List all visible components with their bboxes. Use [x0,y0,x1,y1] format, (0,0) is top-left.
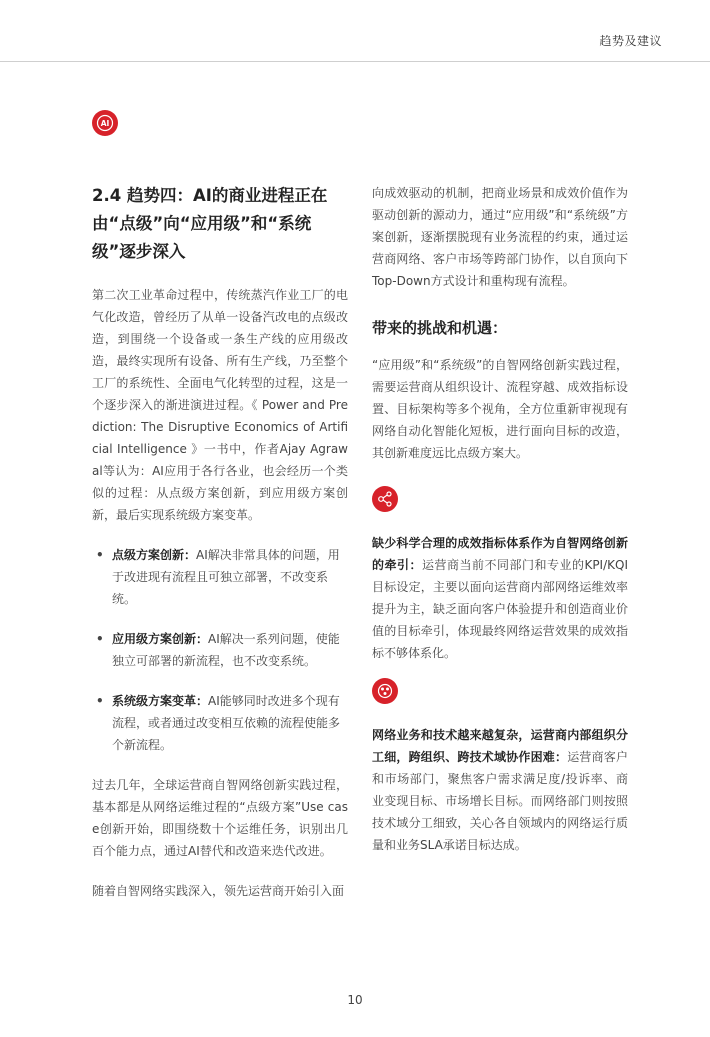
list-item: • 应用级方案创新：AI解决一系列问题，使能独立可部署的新流程，也不改变系统。 [92,628,348,672]
challenges-subtitle: 带来的挑战和机遇： [372,319,508,337]
ai-icon [92,110,118,136]
challenges-paragraph: “应用级”和“系统级”的自智网络创新实践过程，需要运营商从组织设计、流程穿越、成效指标设置、目标架构等多个视角，全方位重新审视现有网络自动化智能化短板，进行面向目标的改造，其创新难度远比点级方案大。 [372,358,628,460]
continuation-paragraph: 随着自智网络实践深入，领先运营商开始引入面 [92,884,345,898]
collaboration-challenge-item: 网络业务和技术越来越复杂，运营商内部组织分工细，跨组织、跨技术域协作困难：运营商客户和市场部门，聚焦客户需求满足度/投诉率、商业变现目标、市场增长目标。而网络部门则按照技术域分工细致，关心各自领域内的网络运行质量和业务SLA承诺目标达成。 [372,728,628,852]
header-title: 趋势及建议 [599,34,662,48]
practice-paragraph: 过去几年，全球运营商自智网络创新实践过程，基本都是从网络运维过程的“点级方案”Use case创新开始，即围绕数十个运维任务，识别出几百个能力点，通过AI替代和改造来迭代改进。 [92,778,348,858]
list-item: • 点级方案创新：AI解决非常具体的问题，用于改进现有流程且可独立部署，不改变系统。 [92,544,348,610]
metrics-challenge-item: 缺少科学合理的成效指标体系作为自智网络创新的牵引：运营商当前不同部门和专业的KPI/KQI目标设定，主要以面向运营商内部网络运维效率提升为主，缺乏面向客户体验提升和创造商业价值的目标牵引，体现最终网络运营效果的成效指标不够体系化。 [372,536,628,660]
right-column [372,182,628,856]
intro-paragraph: 第二次工业革命过程中，传统蒸汽作业工厂的电气化改造，曾经历了从单一设备汽改电的点级改造，到围绕一个设备或一条生产线的应用级改造，最终实现所有设备、所有生产线，乃至整个工厂的系统性、全面电气化转型的过程，这是一个逐步深入的渐进演进过程。《 Power and Prediction: The Disruptive Economics of Artificial Intelligence 》一书中，作者Ajay Agrawal等认为：AI应用于各行各业，也会经历一个类似的过程：从点级方案创新，到应用级方案创新，最后实现系统级方案变革。 [92,288,348,522]
network-share-icon [372,486,398,512]
bullet-dot-icon: • [96,694,104,708]
collaboration-icon [372,678,398,704]
bullet-dot-icon: • [96,632,104,646]
continued-paragraph: 向成效驱动的机制，把商业场景和成效价值作为驱动创新的源动力，通过“应用级”和“系统级”方案创新，逐渐摆脱现有业务流程的约束，通过运营商网络、客户市场等跨部门协作，以自顶向下Top-Down方式设计和重构现有流程。 [372,186,628,288]
solution-levels-list [92,544,348,756]
section-title: 2.4 趋势四：AI的商业进程正在由“点级”向“应用级”和“系统级”逐步深入 [92,186,328,261]
header-divider [0,61,710,62]
bullet-dot-icon: • [96,548,104,562]
svg-text:AI: AI [100,119,110,128]
page-number: 10 [347,993,363,1007]
left-column [92,182,348,902]
list-item: • 系统级方案变革：AI能够同时改进多个现有流程，或者通过改变相互依赖的流程使能多个新流程。 [92,690,348,756]
